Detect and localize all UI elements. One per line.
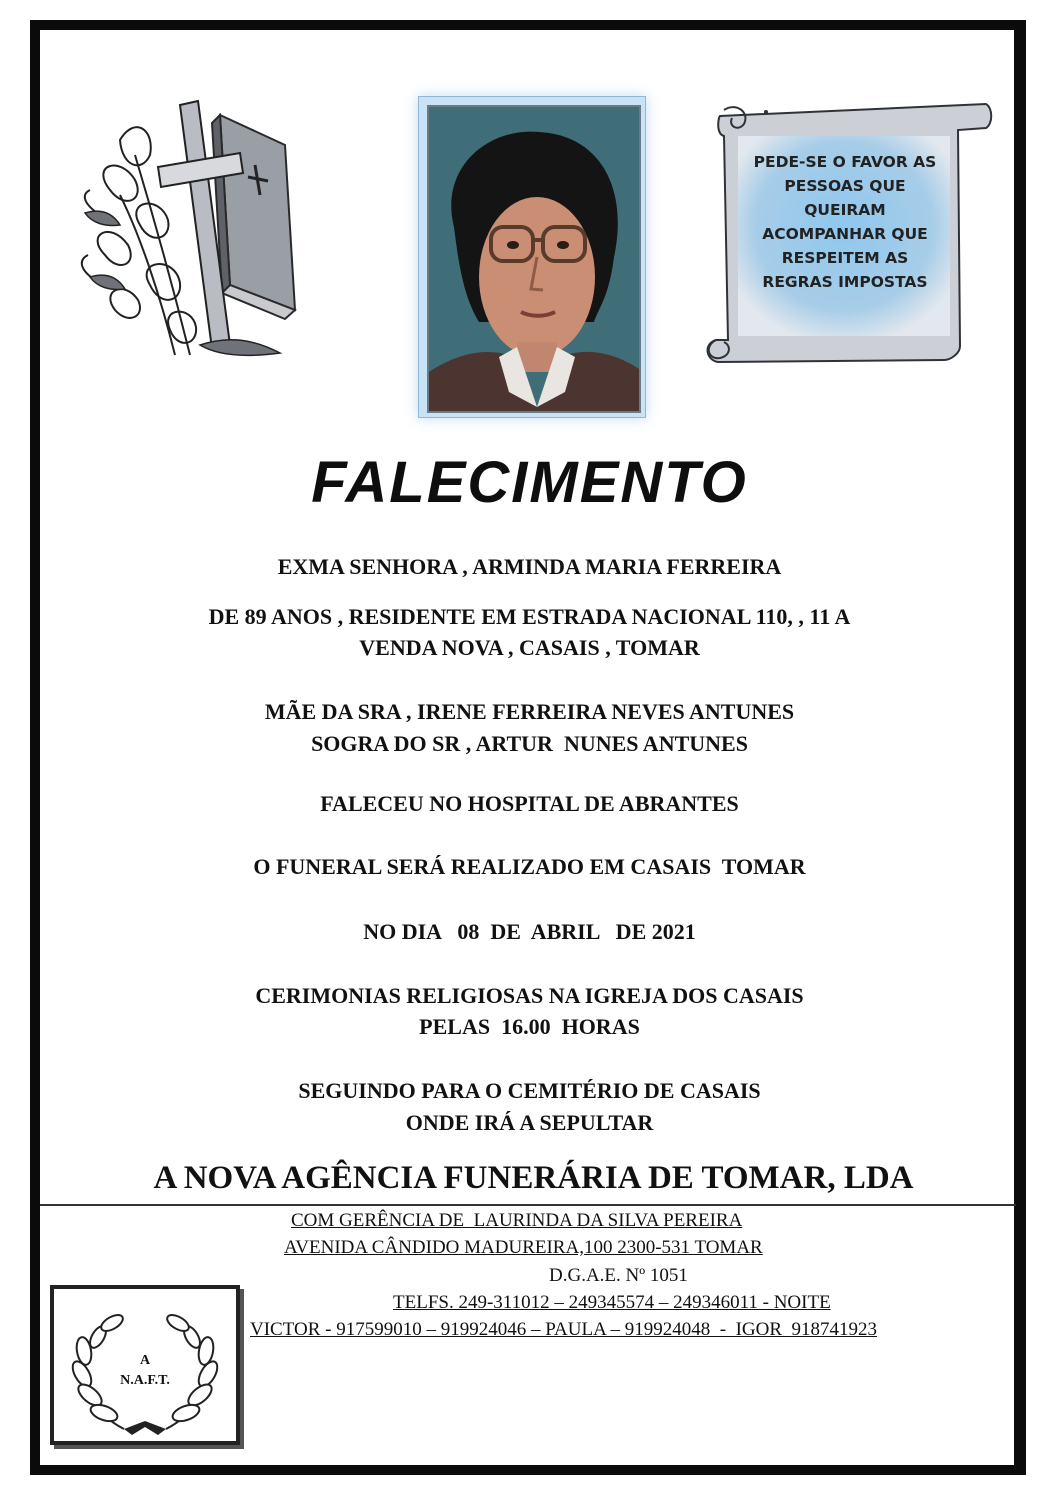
relative-son-in-law: SOGRA DO SR , ARTUR NUNES ANTUNES	[311, 731, 748, 756]
cemetery-destination: SEGUINDO PARA O CEMITÉRIO DE CASAIS	[298, 1078, 761, 1103]
ceremony-time: PELAS 16.00 HORAS	[419, 1014, 640, 1039]
deceased-name: EXMA SENHORA , ARMINDA MARIA FERREIRA	[277, 554, 782, 579]
funeral-location: O FUNERAL SERÁ REALIZADO EM CASAIS TOMAR	[253, 854, 806, 879]
scroll-notice-line: ACOMPANHAR QUE	[762, 225, 928, 243]
agency-contacts: VICTOR - 917599010 – 919924046 – PAULA – 919924048 - IGOR 918741923	[250, 1319, 878, 1340]
logo-letter: A	[139, 1353, 151, 1368]
agency-logo	[50, 1285, 240, 1445]
place-of-death: FALECEU NO HOSPITAL DE ABRANTES	[320, 791, 739, 816]
agency-address: AVENIDA CÂNDIDO MADUREIRA,100 2300-531 TOMAR	[284, 1237, 763, 1258]
burial-note: ONDE IRÁ A SEPULTAR	[405, 1110, 654, 1135]
agency-phones: TELFS. 249-311012 – 249345574 – 249346011 - NOITE	[393, 1292, 831, 1313]
agency-name: A NOVA AGÊNCIA FUNERÁRIA DE TOMAR, LDA	[153, 1160, 914, 1196]
scroll-notice-line: RESPEITEM AS	[781, 249, 909, 267]
scroll-notice-line: QUEIRAM	[804, 201, 886, 219]
scroll-notice-line: PESSOAS QUE	[784, 177, 906, 195]
logo-initials: N.A.F.T.	[120, 1373, 170, 1388]
scroll-notice-line: REGRAS IMPOSTAS	[762, 273, 928, 291]
scroll-notice-line: PEDE-SE O FAVOR AS	[753, 153, 937, 171]
page-title: FALECIMENTO	[311, 450, 748, 515]
agency-license: D.G.A.E. Nº 1051	[549, 1265, 688, 1286]
portrait-frame	[418, 96, 646, 418]
portrait-photo	[427, 105, 641, 413]
agency-manager: COM GERÊNCIA DE LAURINDA DA SILVA PEREIRA	[291, 1210, 743, 1231]
relative-daughter: MÃE DA SRA , IRENE FERREIRA NEVES ANTUNES	[264, 699, 795, 724]
cross-book-lilies-icon	[80, 95, 310, 375]
residence-locality: VENDA NOVA , CASAIS , TOMAR	[359, 635, 700, 660]
scroll-notice	[745, 150, 945, 294]
age-residence: DE 89 ANOS , RESIDENTE EM ESTRADA NACIONAL 110, , 11 A	[208, 604, 851, 629]
divider	[40, 1204, 1016, 1206]
ceremony-location: CERIMONIAS RELIGIOSAS NA IGREJA DOS CASAIS	[255, 983, 804, 1008]
funeral-date: NO DIA 08 DE ABRIL DE 2021	[363, 919, 696, 944]
